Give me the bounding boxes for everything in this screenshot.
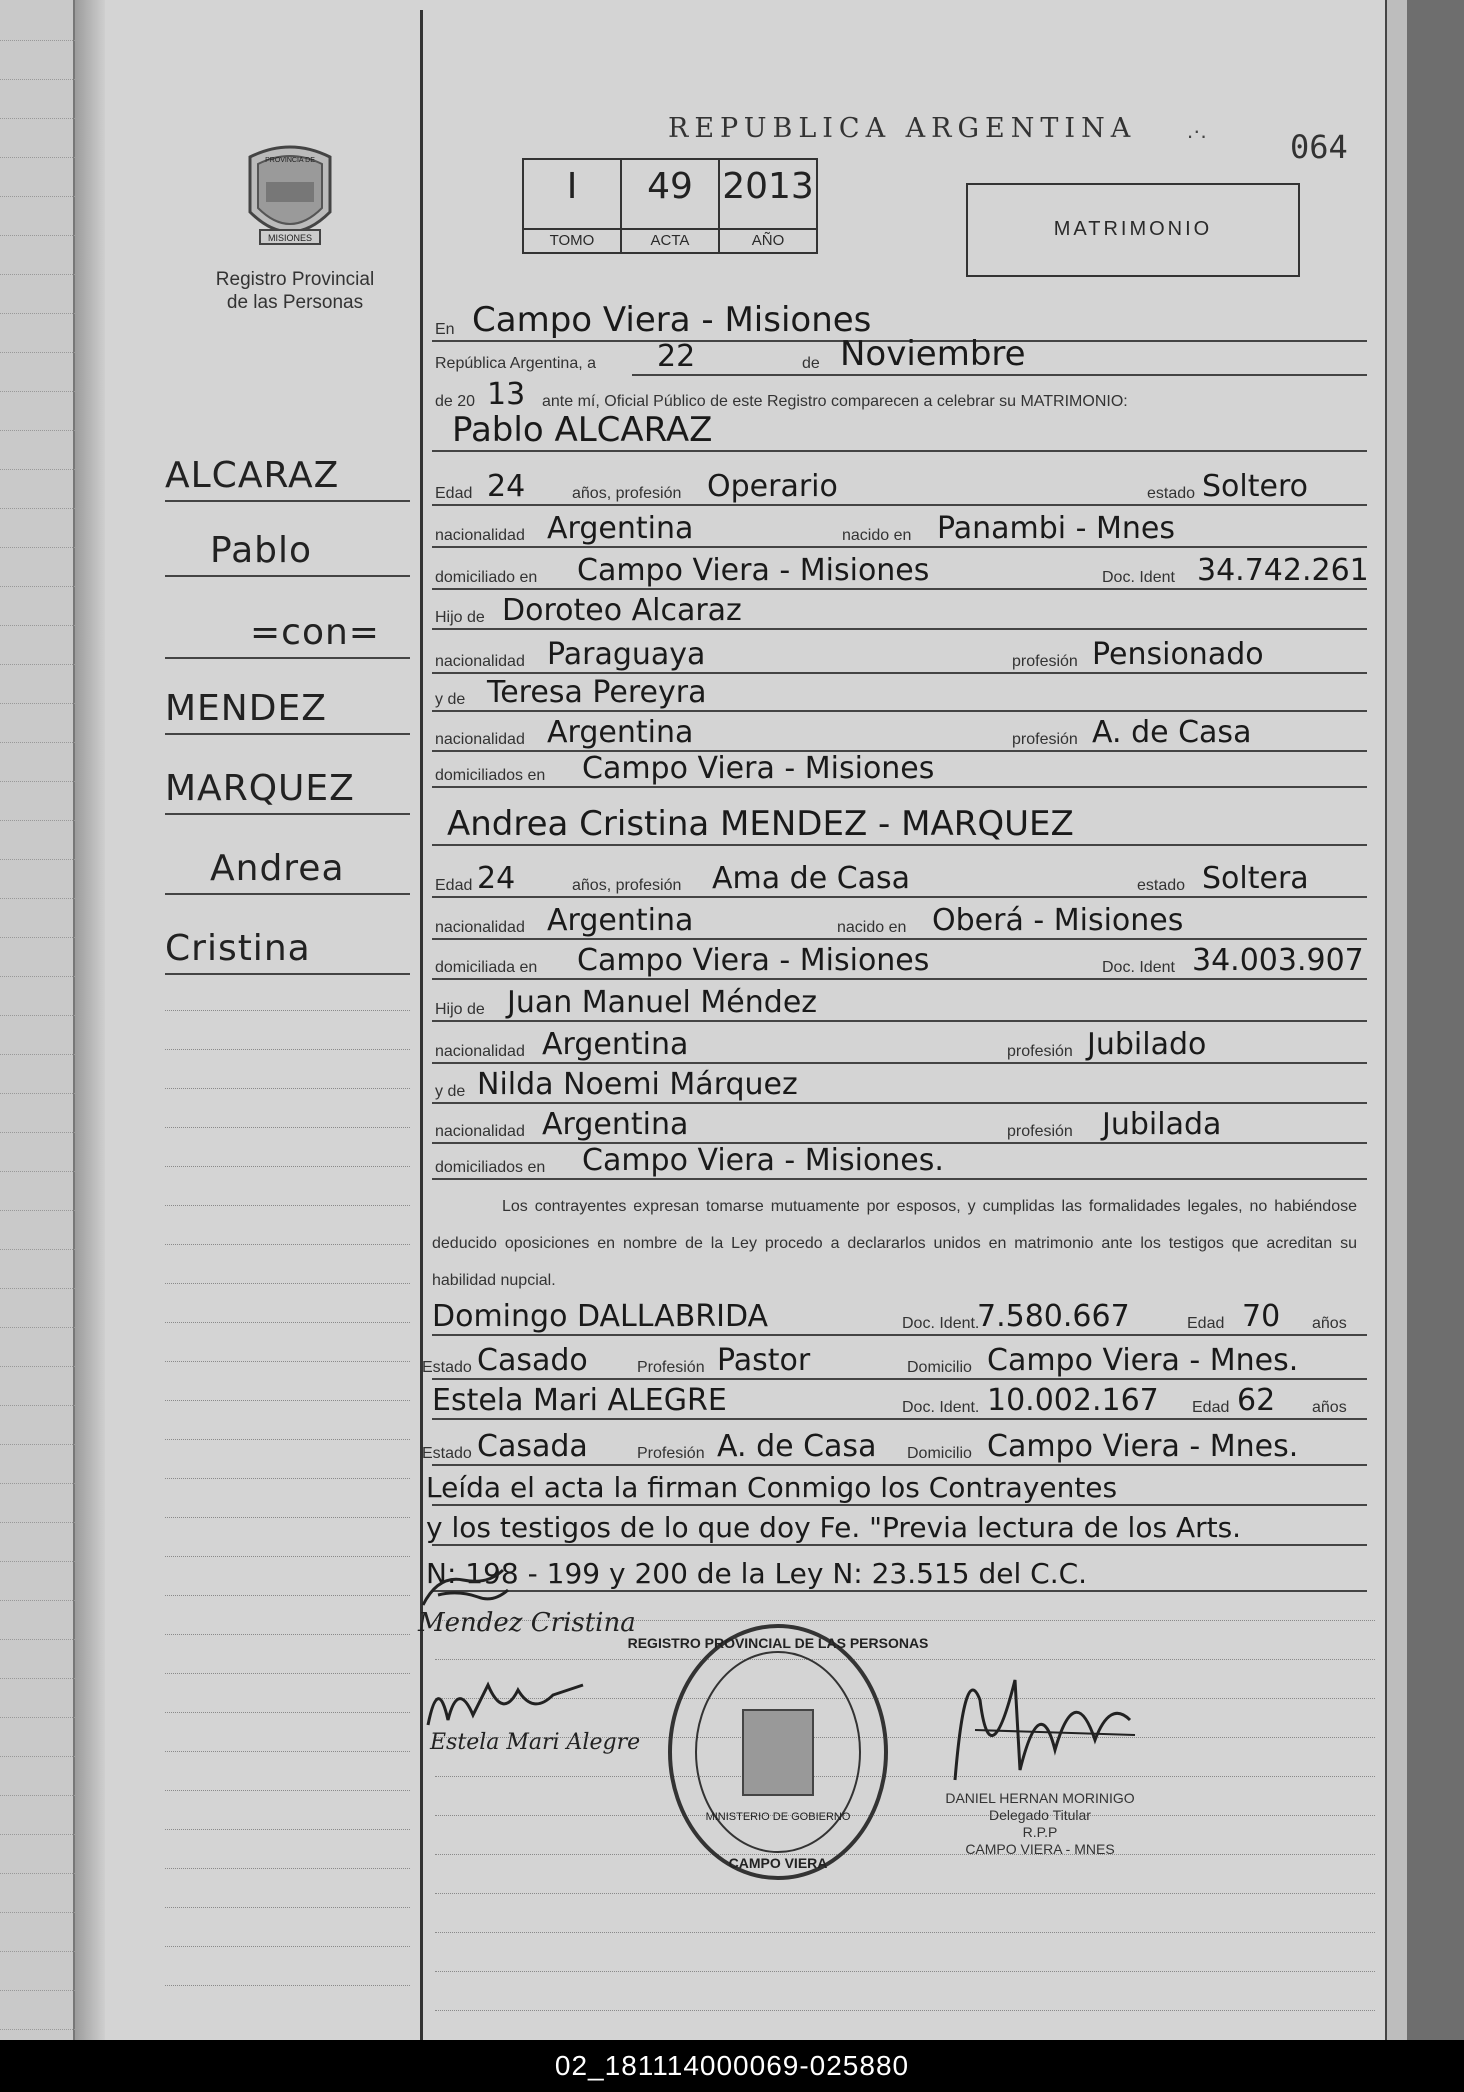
witness1-name-row [432, 1290, 1367, 1336]
witness1-age: 70 [1242, 1299, 1281, 1334]
province-seal-icon [240, 142, 340, 257]
bride-birthplace: Oberá - Misiones [932, 903, 1184, 938]
groom-name: Pablo ALCARAZ [452, 410, 713, 450]
margin-name-underline [165, 893, 410, 895]
witness1-prof-label: Profesión [637, 1359, 705, 1376]
mother-prof-label: profesión [1007, 1123, 1073, 1140]
margin-rule [165, 1673, 410, 1674]
margin-rule [165, 1088, 410, 1089]
margin-name: MARQUEZ [165, 768, 355, 809]
witness1-dom-label: Domicilio [907, 1359, 972, 1376]
intro-sentence: ante mí, Oficial Público de este Registro comparecen a celebrar su MATRIMONIO: [542, 393, 1128, 410]
bride-age: 24 [477, 861, 516, 896]
groom-doc: 34.742.261 [1197, 553, 1369, 588]
record-type-box: MATRIMONIO [966, 183, 1300, 277]
margin-name: Andrea [210, 848, 345, 889]
bride-father-nat: Argentina [542, 1027, 689, 1062]
witness1-anios-label: años [1312, 1315, 1347, 1332]
doc-label: Doc. Ident [1102, 569, 1175, 586]
margin-name: =con= [250, 612, 380, 653]
margin-name: ALCARAZ [165, 455, 340, 496]
signature-rule [435, 1854, 1375, 1855]
groom-nationality: Argentina [547, 511, 694, 546]
bride-mother: Nilda Noemi Márquez [477, 1067, 798, 1102]
margin-rule [165, 1556, 410, 1557]
bride-father-row [432, 976, 1367, 1022]
margin-name: Pablo [210, 530, 313, 571]
anios-label: años, profesión [572, 485, 682, 502]
groom-domicile: Campo Viera - Misiones [577, 553, 930, 588]
margin-rule [165, 1166, 410, 1167]
edad-label: Edad [435, 485, 473, 502]
domiciliado-label: domiciliado en [435, 569, 538, 586]
margin-name-underline [165, 575, 410, 577]
margin-rule [165, 1712, 410, 1713]
signature-rule [435, 1659, 1375, 1660]
groom-mother: Teresa Pereyra [487, 675, 707, 710]
signature-rule [435, 1815, 1375, 1816]
margin-name-underline [165, 733, 410, 735]
registry-box [522, 158, 818, 254]
edad-label: Edad [435, 877, 473, 894]
year-prefix: de 20 [435, 393, 476, 410]
caption-line-2: de las Personas [226, 292, 364, 313]
witness1-profession: Pastor [717, 1343, 811, 1378]
bride-parents-dom-row [432, 1134, 1367, 1180]
margin-name: Cristina [165, 928, 311, 969]
acta-cell [622, 160, 720, 252]
groom-father: Doroteo Alcaraz [502, 593, 742, 628]
tomo-cell [524, 160, 622, 252]
witness2-age: 62 [1237, 1383, 1276, 1418]
witness2-prof-label: Profesión [637, 1445, 705, 1462]
groom-estado: Soltero [1202, 469, 1308, 504]
groom-birthplace: Panambi - Mnes [937, 511, 1176, 546]
witness2-profession: A. de Casa [717, 1429, 877, 1464]
nacido-label: nacido en [842, 527, 912, 544]
groom-nat-row [432, 502, 1367, 548]
acta-value: 49 [647, 166, 693, 207]
stamp-bottom-text: CAMPO VIERA [728, 1855, 828, 1871]
nacionalidad-label: nacionalidad [435, 527, 525, 544]
nacido-label: nacido en [837, 919, 907, 936]
book-cover-edge [1385, 0, 1464, 2040]
margin-rule [165, 1049, 410, 1050]
father-nat-label: nacionalidad [435, 653, 525, 670]
margin-rule [165, 1478, 410, 1479]
mother-nat-label: nacionalidad [435, 731, 525, 748]
signature-rule [435, 2010, 1375, 2011]
bride-signature: Mendez Cristina [418, 1608, 636, 1638]
margin-rule [165, 1244, 410, 1245]
margin-rule [165, 1439, 410, 1440]
day-value: 22 [657, 339, 696, 374]
tomo-value: I [566, 166, 578, 207]
margin-rule [165, 1205, 410, 1206]
margin-rule [165, 1010, 410, 1011]
stamp-inner-text: MINISTERIO DE GOBIERNO [705, 1811, 851, 1823]
official-name: DANIEL HERNAN MORINIGO [945, 1790, 1135, 1806]
bride-mother-nat: Argentina [542, 1107, 689, 1142]
bride-nationality: Argentina [547, 903, 694, 938]
parents-dom-label: domiciliados en [435, 767, 546, 784]
official-place: CAMPO VIERA - MNES [965, 1841, 1115, 1857]
witness2-dom-label: Domicilio [907, 1445, 972, 1462]
witness2-estado-label: Estado [422, 1445, 472, 1462]
margin-name-underline [165, 813, 410, 815]
closing-text-2: y los testigos de lo que doy Fe. "Previa lectura de los Arts. [426, 1511, 1242, 1544]
margin-rule [165, 1517, 410, 1518]
margin-rule [165, 1985, 410, 1986]
de-label: de [802, 355, 820, 372]
bride-estado: Soltera [1202, 861, 1309, 896]
seal-top-text: PROVINCIA DE [265, 157, 315, 164]
bride-father-prof: Jubilado [1087, 1027, 1207, 1062]
groom-parents-dom: Campo Viera - Misiones [582, 751, 935, 786]
witness1-signature [418, 1665, 598, 1735]
official-title: Delegado Titular [989, 1807, 1091, 1823]
witness2-edad-label: Edad [1192, 1399, 1230, 1416]
closing-line-2 [426, 1500, 1367, 1546]
margin-rule [165, 1829, 410, 1830]
witness2-domicile: Campo Viera - Mnes. [987, 1429, 1299, 1464]
bride-name: Andrea Cristina MENDEZ - MARQUEZ [447, 804, 1074, 844]
document-title: REPUBLICA ARGENTINA [668, 113, 1137, 144]
margin-name-underline [165, 500, 410, 502]
witness1-estado-label: Estado [422, 1359, 472, 1376]
margin-rule [165, 1868, 410, 1869]
margin-rule [165, 1322, 410, 1323]
groom-father-prof: Pensionado [1092, 637, 1264, 672]
closing-line-3 [426, 1546, 1367, 1592]
father-prof-label: profesión [1007, 1043, 1073, 1060]
groom-father-nat: Paraguaya [547, 637, 706, 672]
witness2-anios-label: años [1312, 1399, 1347, 1416]
witness1-doc-label: Doc. Ident. [902, 1315, 980, 1332]
witness1-name: Domingo DALLABRIDA [432, 1299, 769, 1334]
file-id-bar: 02_181114000069-025880 [0, 2040, 1464, 2092]
hijo-label: Hijo de [435, 609, 485, 626]
groom-father-row [432, 584, 1367, 630]
witness2-signature: Estela Mari Alegre [430, 1730, 641, 1755]
mother-nat-label: nacionalidad [435, 1123, 525, 1140]
bride-mother-prof: Jubilada [1102, 1107, 1222, 1142]
margin-rule [165, 1751, 410, 1752]
witness1-edad-label: Edad [1187, 1315, 1225, 1332]
margin-rule [165, 1283, 410, 1284]
declaration-paragraph: Los contrayentes expresan tomarse mutuamente por esposos, y cumplidas las formalidades legales, no habiéndose deducido oposiciones en nombre de la Ley procedo a declararlos unidos en matrimonio ante los testigos que acreditan su habilidad nupcial. [432, 1198, 1357, 1289]
estado-label: estado [1137, 877, 1186, 894]
official-org: R.P.P [1022, 1824, 1058, 1840]
bride-profession: Ama de Casa [712, 861, 911, 896]
signature-rule [435, 1971, 1375, 1972]
sheet-number: 064 [1290, 128, 1348, 166]
official-signature [945, 1640, 1145, 1790]
seal-bottom-text: MISIONES [267, 233, 313, 243]
groom-name-row [432, 406, 1367, 452]
groom-age-row [432, 460, 1367, 506]
yde-label: y de [435, 691, 466, 708]
closing-text-3: N: 198 - 199 y 200 de la Ley N: 23.515 del C.C. [426, 1557, 1088, 1590]
domiciliada-label: domiciliada en [435, 959, 538, 976]
witness1-domicile: Campo Viera - Mnes. [987, 1343, 1299, 1378]
nacionalidad-label: nacionalidad [435, 919, 525, 936]
yde-label: y de [435, 1083, 466, 1100]
margin-name-underline [165, 657, 410, 659]
bride-dom-row [432, 934, 1367, 980]
acta-label: ACTA [622, 228, 718, 252]
groom-mother-prof: A. de Casa [1092, 715, 1252, 750]
closing-text-1: Leída el acta la firman Conmigo los Contrayentes [426, 1471, 1118, 1504]
witness1-doc: 7.580.667 [977, 1299, 1130, 1334]
margin-divider [420, 10, 423, 2040]
witness2-doc: 10.002.167 [987, 1383, 1159, 1418]
anio-value: 2013 [722, 166, 814, 207]
margin-rule [165, 1127, 410, 1128]
bride-father: Juan Manuel Méndez [507, 985, 818, 1020]
margin-rule [165, 1946, 410, 1947]
registry-caption [180, 268, 410, 314]
witness2-name-row [432, 1374, 1367, 1420]
book-binding [75, 0, 105, 2040]
witness2-name: Estela Mari ALEGRE [432, 1383, 727, 1418]
margin-rule [165, 1634, 410, 1635]
bride-name-row [432, 800, 1367, 846]
anio-cell [720, 160, 816, 252]
groom-mother-nat: Argentina [547, 715, 694, 750]
stamp-outer-text: REGISTRO PROVINCIAL DE LAS PERSONAS [627, 1635, 929, 1651]
place-value: Campo Viera - Misiones [472, 300, 872, 340]
margin-rule [165, 1595, 410, 1596]
republica-label: República Argentina, a [435, 355, 596, 372]
margin-rule [165, 1790, 410, 1791]
witness2-doc-label: Doc. Ident. [902, 1399, 980, 1416]
month-value: Noviembre [840, 334, 1026, 374]
official-stamp-icon [627, 1620, 929, 1885]
margin-name-underline [165, 973, 410, 975]
bride-parents-dom: Campo Viera - Misiones. [582, 1143, 944, 1178]
bride-age-row [432, 852, 1367, 898]
bride-doc: 34.003.907 [1192, 943, 1364, 978]
father-nat-label: nacionalidad [435, 1043, 525, 1060]
groom-parents-dom-row [432, 742, 1367, 788]
bride-domicile: Campo Viera - Misiones [577, 943, 930, 978]
signature-rule [435, 1893, 1375, 1894]
year-suffix: 13 [487, 377, 526, 412]
margin-rule [165, 1400, 410, 1401]
estado-label: estado [1147, 485, 1196, 502]
father-prof-label: profesión [1012, 653, 1078, 670]
previous-page-edge [0, 0, 75, 2040]
signature-rule [435, 1932, 1375, 1933]
margin-rule [165, 1361, 410, 1362]
signature-rule [435, 1776, 1375, 1777]
witness1-estado: Casado [477, 1343, 588, 1378]
en-label: En [435, 321, 455, 338]
parents-dom-label: domiciliados en [435, 1159, 546, 1176]
title-dots: .·. [1187, 118, 1207, 143]
margin-rule [165, 1907, 410, 1908]
groom-profession: Operario [707, 469, 838, 504]
official-caption [940, 1790, 1140, 1858]
groom-signature [418, 1555, 518, 1615]
tomo-label: TOMO [524, 228, 620, 252]
anios-label: años, profesión [572, 877, 682, 894]
anio-label: AÑO [720, 228, 816, 252]
groom-age: 24 [487, 469, 526, 504]
doc-label: Doc. Ident [1102, 959, 1175, 976]
hijo-label: Hijo de [435, 1001, 485, 1018]
caption-line-1: Registro Provincial [215, 269, 375, 290]
mother-prof-label: profesión [1012, 731, 1078, 748]
margin-name: MENDEZ [165, 688, 327, 729]
witness2-estado: Casada [477, 1429, 588, 1464]
